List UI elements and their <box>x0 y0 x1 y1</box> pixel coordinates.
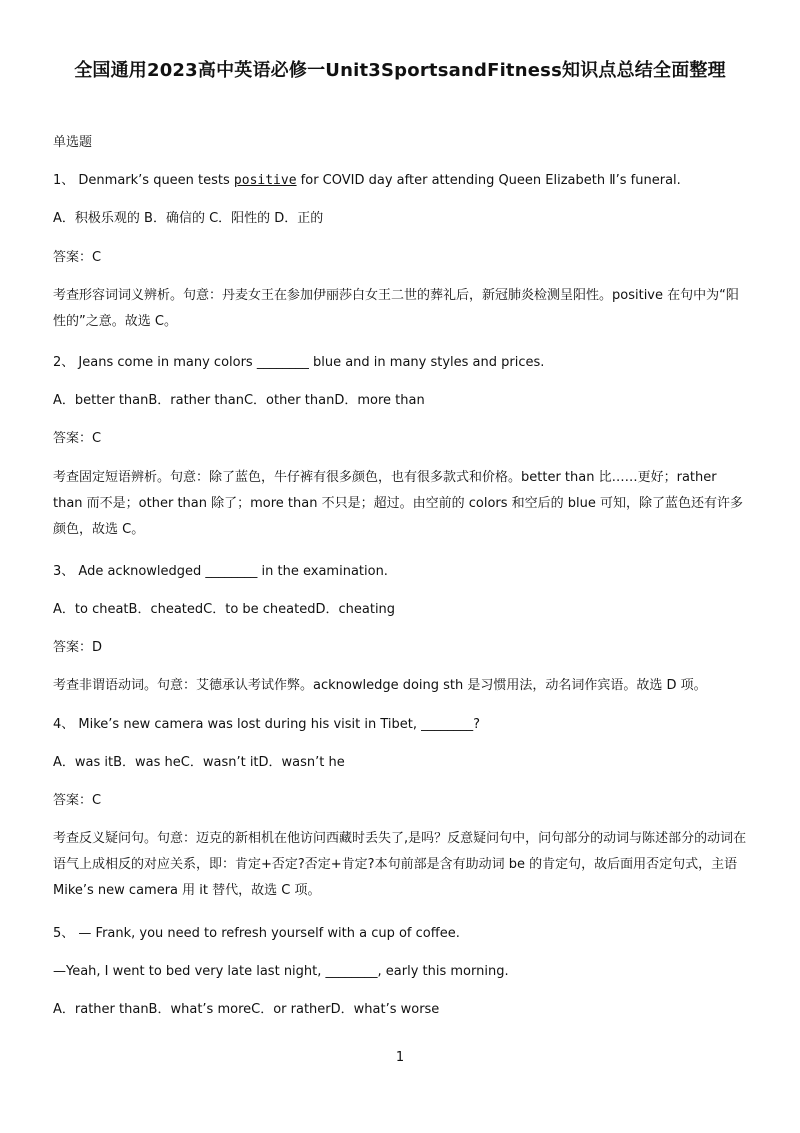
question-5-stem-line-1: 5、 — Frank, you need to refresh yourself with a cup of coffee. <box>53 926 460 941</box>
question-1-stem-before: 1、 Denmark’s queen tests <box>53 173 234 188</box>
question-4-explanation: 考查反义疑问句。句意：迈克的新相机在他访问西藏时丢失了,是吗？反意疑问句中，问句部分的动词与陈述部分的动词在语气上成相反的对应关系，即：肯定+否定?否定+肯定?本句前部是含有助动词 be 的肯定句，故后面用否定句式，主语 Mike’s new camera 用 it 替代，故选 C 项。 <box>53 831 747 898</box>
page-title: 全国通用2023高中英语必修一Unit3SportsandFitness知识点总结全面整理 <box>74 60 726 81</box>
question-1-stem-after: for COVID day after attending Queen Elizabeth Ⅱ’s funeral. <box>296 173 681 188</box>
question-4-stem: 4、 Mike’s new camera was lost during his visit in Tibet, ________? <box>53 717 481 732</box>
question-3-explanation: 考查非谓语动词。句意：艾德承认考试作弊。acknowledge doing sth 是习惯用法，动名词作宾语。故选 D 项。 <box>53 678 707 693</box>
question-1-stem <box>53 172 753 190</box>
section-heading: 单选题 <box>53 135 93 150</box>
question-2-stem: 2、 Jeans come in many colors ________ blue and in many styles and prices. <box>53 355 545 370</box>
question-3-stem: 3、 Ade acknowledged ________ in the examination. <box>53 564 388 579</box>
question-1-answer: 答案：C <box>53 250 102 265</box>
question-5-options: A．rather thanB．what’s moreC．or ratherD．what’s worse <box>53 1002 440 1017</box>
question-1-keyword: positive <box>233 173 297 188</box>
question-2-answer: 答案：C <box>53 431 102 446</box>
question-2-explanation: 考查固定短语辨析。句意：除了蓝色，牛仔裤有很多颜色，也有很多款式和价格。better than 比……更好；rather than 而不是；other than 除了；more than 不只是；超过。由空前的 colors 和空后的 blue 可知，除了蓝色还有许多颜色，故选 C。 <box>53 470 744 537</box>
question-5-stem-line-2: —Yeah, I went to bed very late last night, ________, early this morning. <box>53 964 509 979</box>
question-4-answer: 答案：C <box>53 793 102 808</box>
question-2-options: A．better thanB．rather thanC．other thanD．more than <box>53 393 425 408</box>
page-number: 1 <box>395 1050 405 1065</box>
question-4-options: A．was itB．was heC．wasn’t itD．wasn’t he <box>53 755 345 770</box>
question-1-explanation: 考查形容词词义辨析。句意：丹麦女王在参加伊丽莎白女王二世的葬礼后，新冠肺炎检测呈阳性。positive 在句中为“阳性的”之意。故选 C。 <box>53 288 739 329</box>
question-1-options: A．积极乐观的 B．确信的 C．阳性的 D．正的 <box>53 211 324 226</box>
question-3-answer: 答案：D <box>53 640 103 655</box>
question-3-options: A．to cheatB．cheatedC．to be cheatedD．cheating <box>53 602 396 617</box>
